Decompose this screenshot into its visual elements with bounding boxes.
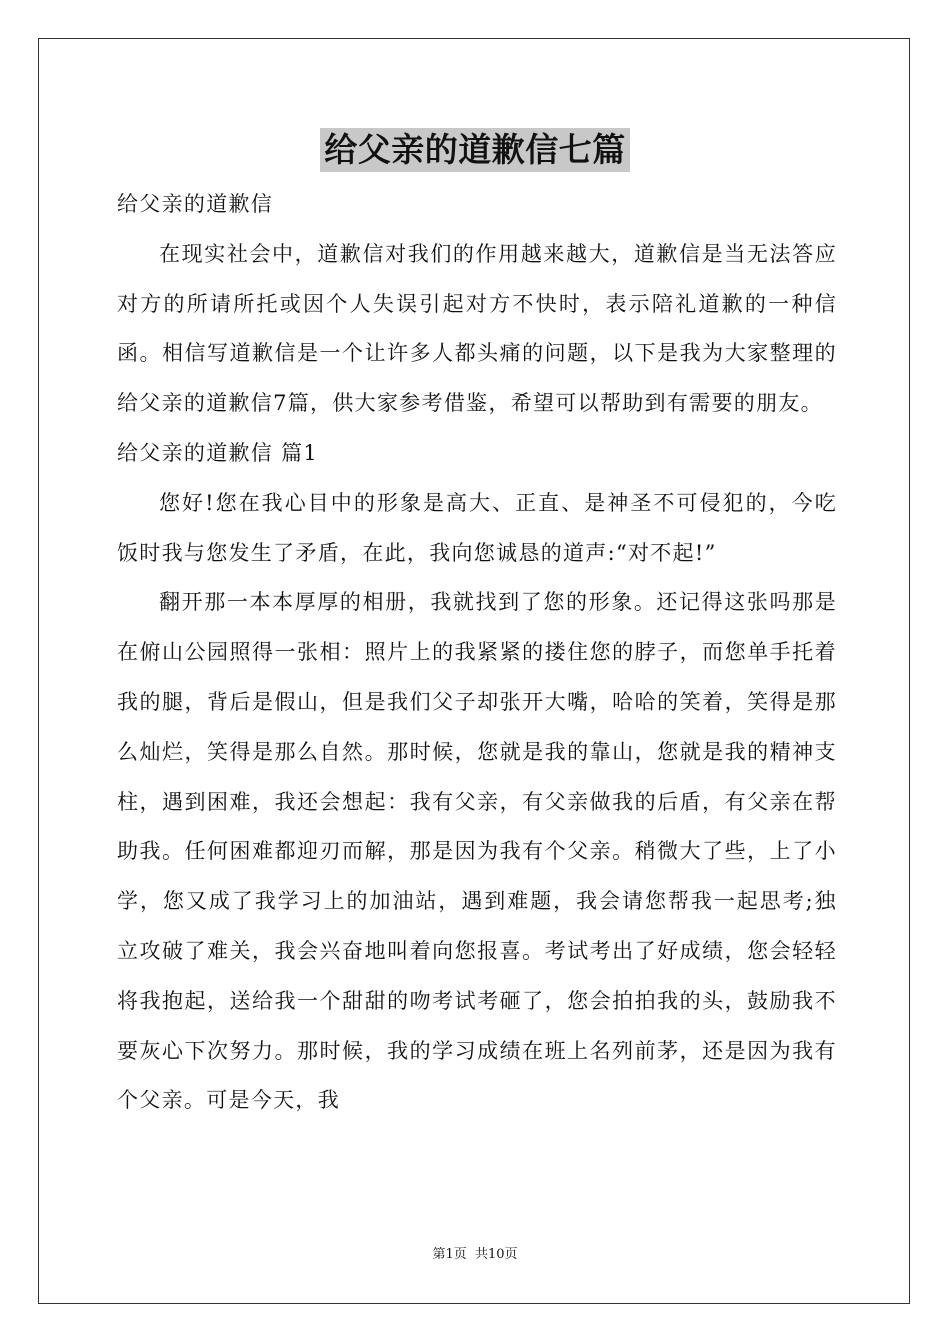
page-number: 第1页 <box>432 1247 467 1262</box>
section-heading: 给父亲的道歉信 篇1 <box>117 440 319 465</box>
document-title: 给父亲的道歉信七篇 <box>320 128 630 172</box>
body-paragraph: 翻开那一本本厚厚的相册，我就找到了您的形象。还记得这张吗那是在俯山公园照得一张相：照片上的我紧紧的搂住您的脖子，而您单手托着我的腿，背后是假山，但是我们父子却张开大嘴，哈哈的笑着，笑得是那么灿烂，笑得是那么自然。那时候，您就是我的靠山，您就是我的精神支柱，遇到困难，我还会想起：我有父亲，有父亲做我的后盾，有父亲在帮助我。任何困难都迎刃而解，那是因为我有个父亲。稍微大了些，上了小学，您又成了我学习上的加油站，遇到难题，我会请您帮我一起思考;独立攻破了难关，我会兴奋地叫着向您报喜。考试考出了好成绩，您会轻轻将我抱起，送给我一个甜甜的吻考试考砸了，您会拍拍我的头，鼓励我不要灰心下次努力。那时候，我的学习成绩在班上名列前茅，还是因为我有个父亲。可是今天，我 <box>117 590 837 1113</box>
document-body <box>117 180 837 1126</box>
body-paragraph: 在现实社会中，道歉信对我们的作用越来越大，道歉信是当无法答应对方的所请所托或因个人失误引起对方不快时，表示陪礼道歉的一种信函。相信写道歉信是一个让许多人都头痛的问题，以下是我为大家整理的给父亲的道歉信7篇，供大家参考借鉴，希望可以帮助到有需要的朋友。 <box>117 241 837 416</box>
section-heading: 给父亲的道歉信 <box>117 192 274 216</box>
title-container <box>0 128 950 172</box>
page-footer <box>0 1246 950 1264</box>
body-paragraph: 您好!您在我心目中的形象是高大、正直、是神圣不可侵犯的，今吃饭时我与您发生了矛盾，在此，我向您诚恳的道声:“对不起!” <box>117 490 837 565</box>
page-total: 共10页 <box>474 1247 518 1262</box>
